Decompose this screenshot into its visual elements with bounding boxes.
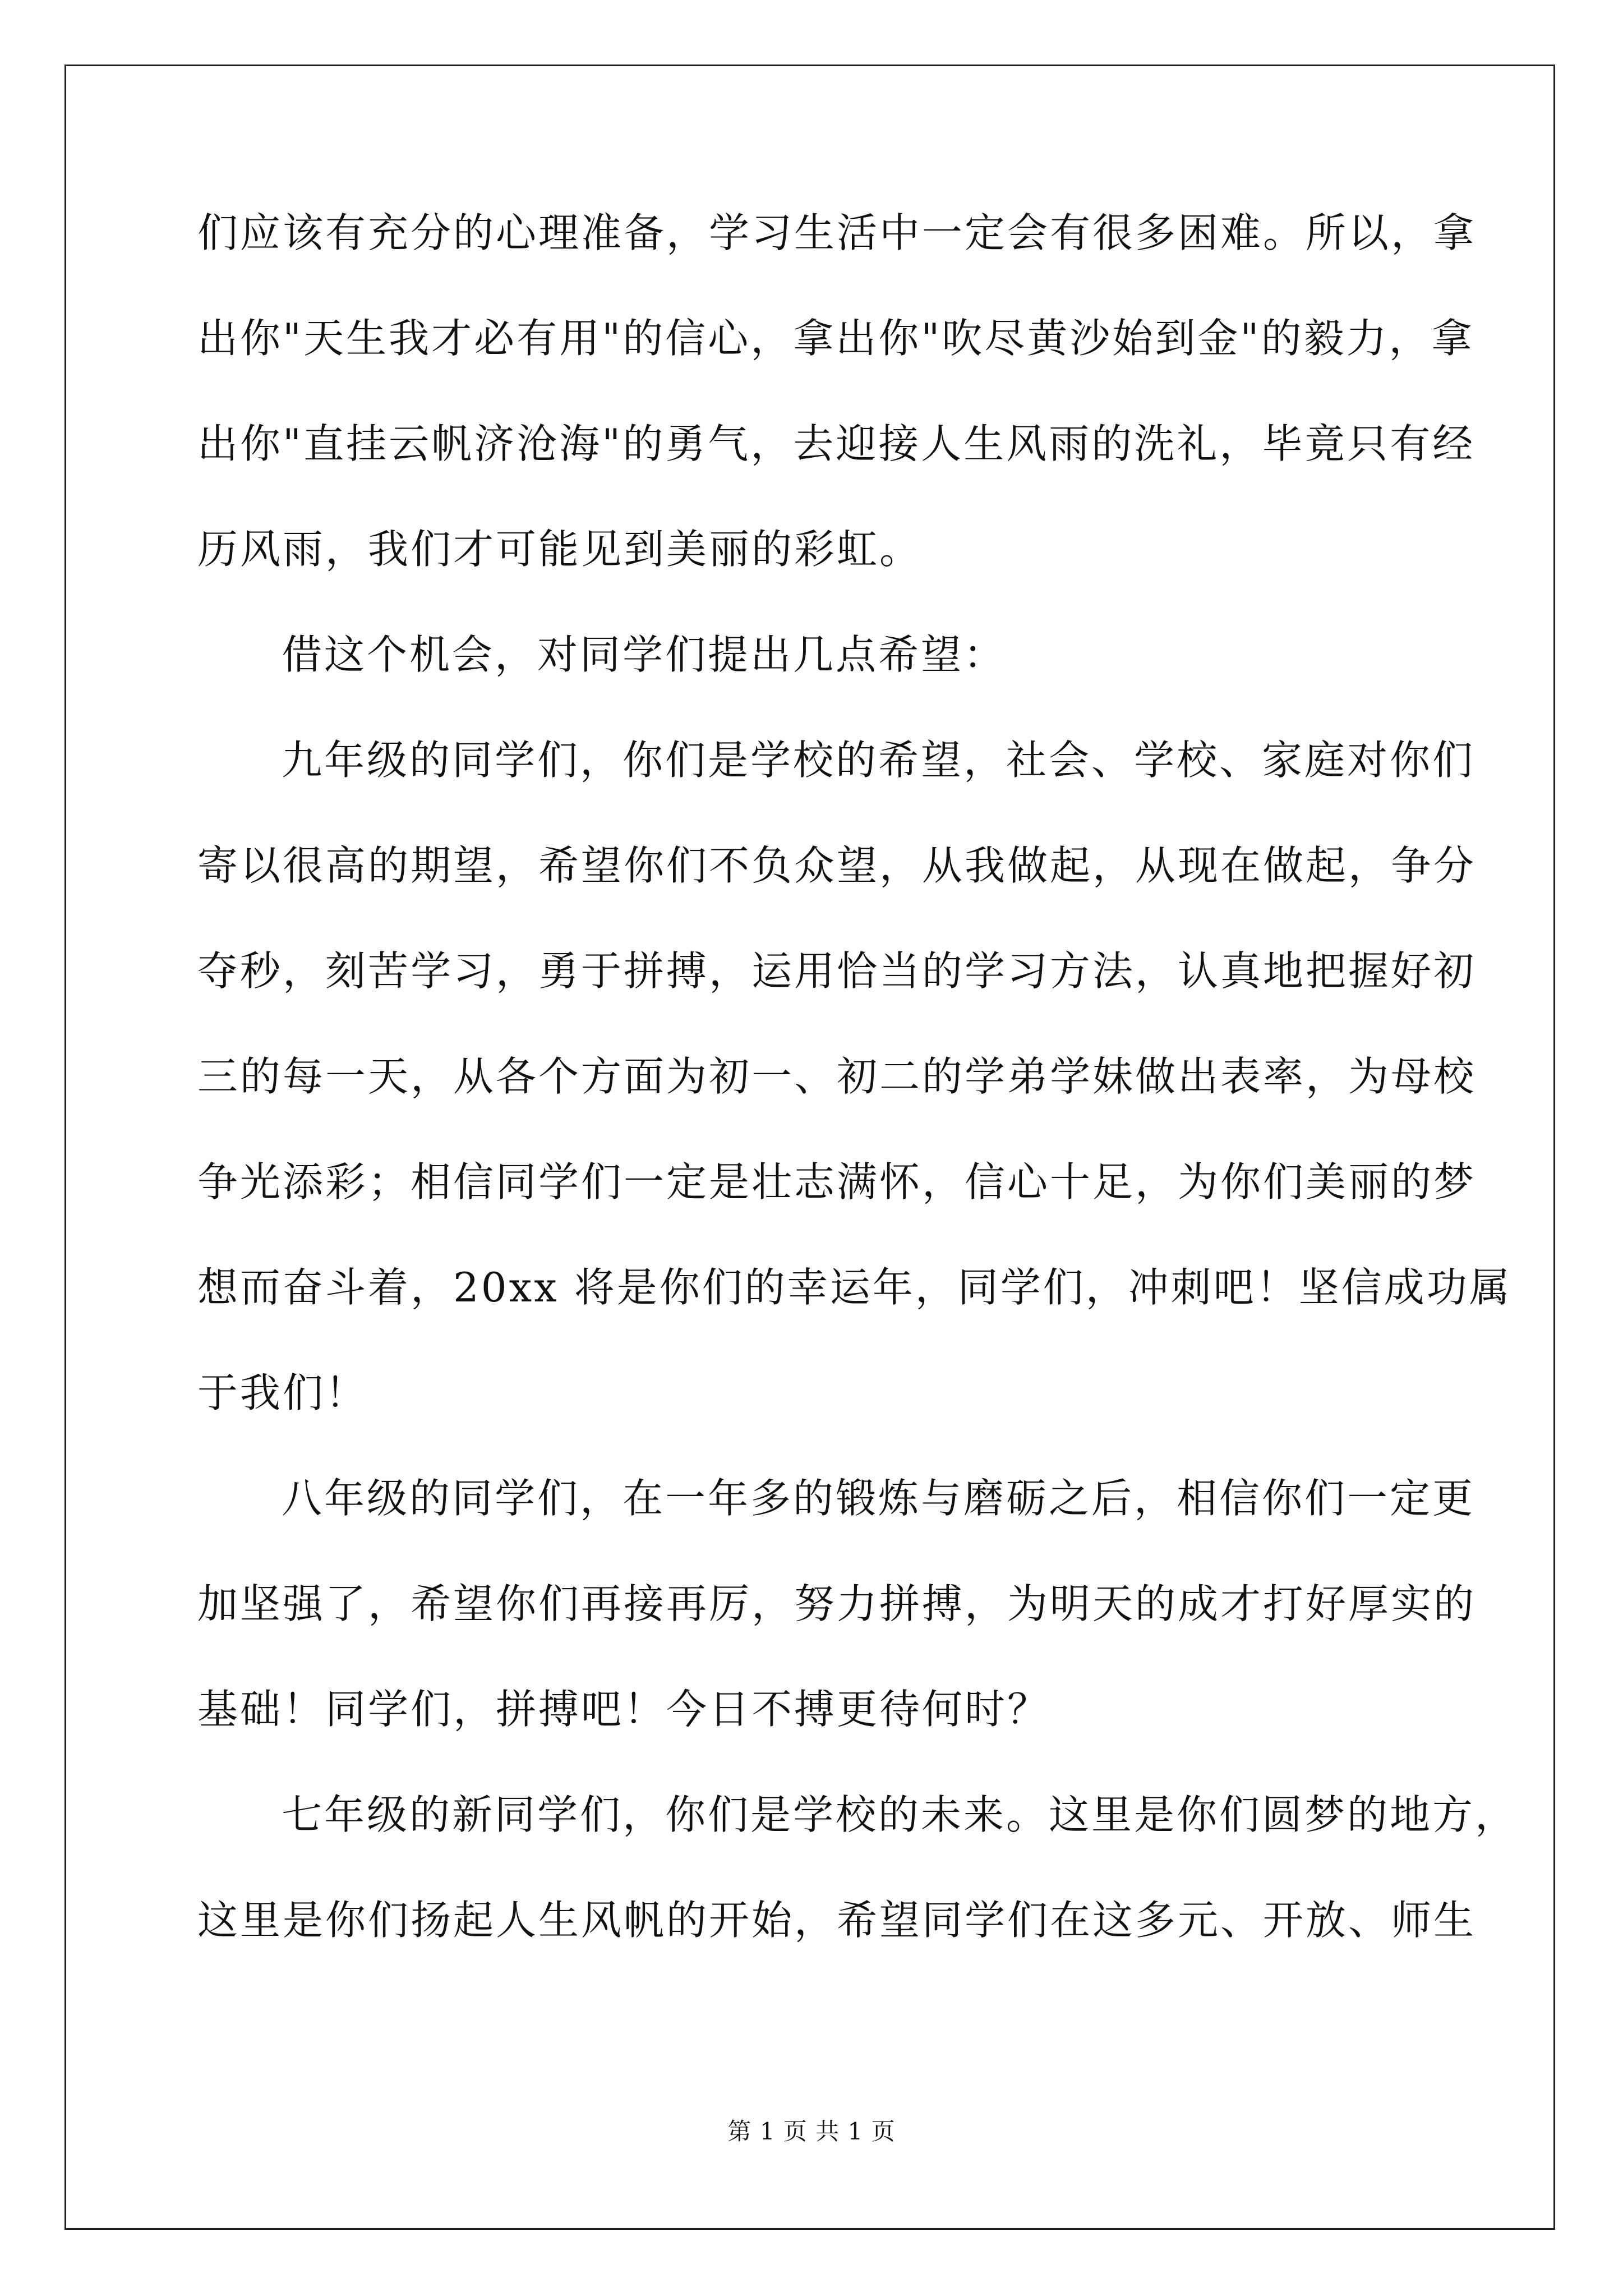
text-line: 七年级的新同学们，你们是学校的未来。这里是你们圆梦的地方， — [282, 1791, 1518, 1838]
text-line: 这里是你们扬起人生风帆的开始，希望同学们在这多元、开放、师生 — [197, 1897, 1477, 1944]
text-line: 出你"天生我才必有用"的信心，拿出你"吹尽黄沙始到金"的毅力，拿 — [197, 315, 1474, 362]
text-line: 加坚强了，希望你们再接再厉，努力拼搏，为明天的成才打好厚实的 — [197, 1580, 1477, 1627]
text-line: 八年级的同学们，在一年多的锻炼与磨砺之后，相信你们一定更 — [282, 1475, 1476, 1522]
text-line: 出你"直挂云帆济沧海"的勇气，去迎接人生风雨的洗礼，毕竟只有经 — [197, 420, 1476, 467]
text-line: 历风雨，我们才可能见到美丽的彩虹。 — [197, 526, 923, 573]
text-line: 夺秒，刻苦学习，勇于拼搏，运用恰当的学习方法，认真地把握好初 — [197, 947, 1477, 995]
text-line: 争光添彩；相信同学们一定是壮志满怀，信心十足，为你们美丽的梦 — [197, 1158, 1477, 1205]
text-line: 们应该有充分的心理准备，学习生活中一定会有很多困难。所以，拿 — [197, 209, 1477, 256]
text-line: 想而奋斗着，20xx 将是你们的幸运年，同学们，冲刺吧！坚信成功属 — [197, 1264, 1512, 1311]
text-line: 于我们！ — [197, 1369, 368, 1416]
text-line: 基础！同学们，拼搏吧！今日不搏更待何时？ — [197, 1686, 1050, 1733]
page-footer: 第 1 页 共 1 页 — [727, 2118, 896, 2145]
text-line: 借这个机会，对同学们提出几点希望： — [282, 631, 1007, 678]
text-line: 九年级的同学们，你们是学校的希望，社会、学校、家庭对你们 — [282, 737, 1476, 784]
text-line: 三的每一天，从各个方面为初一、初二的学弟学妹做出表率，为母校 — [197, 1053, 1477, 1100]
text-line: 寄以很高的期望，希望你们不负众望，从我做起，从现在做起，争分 — [197, 842, 1477, 889]
